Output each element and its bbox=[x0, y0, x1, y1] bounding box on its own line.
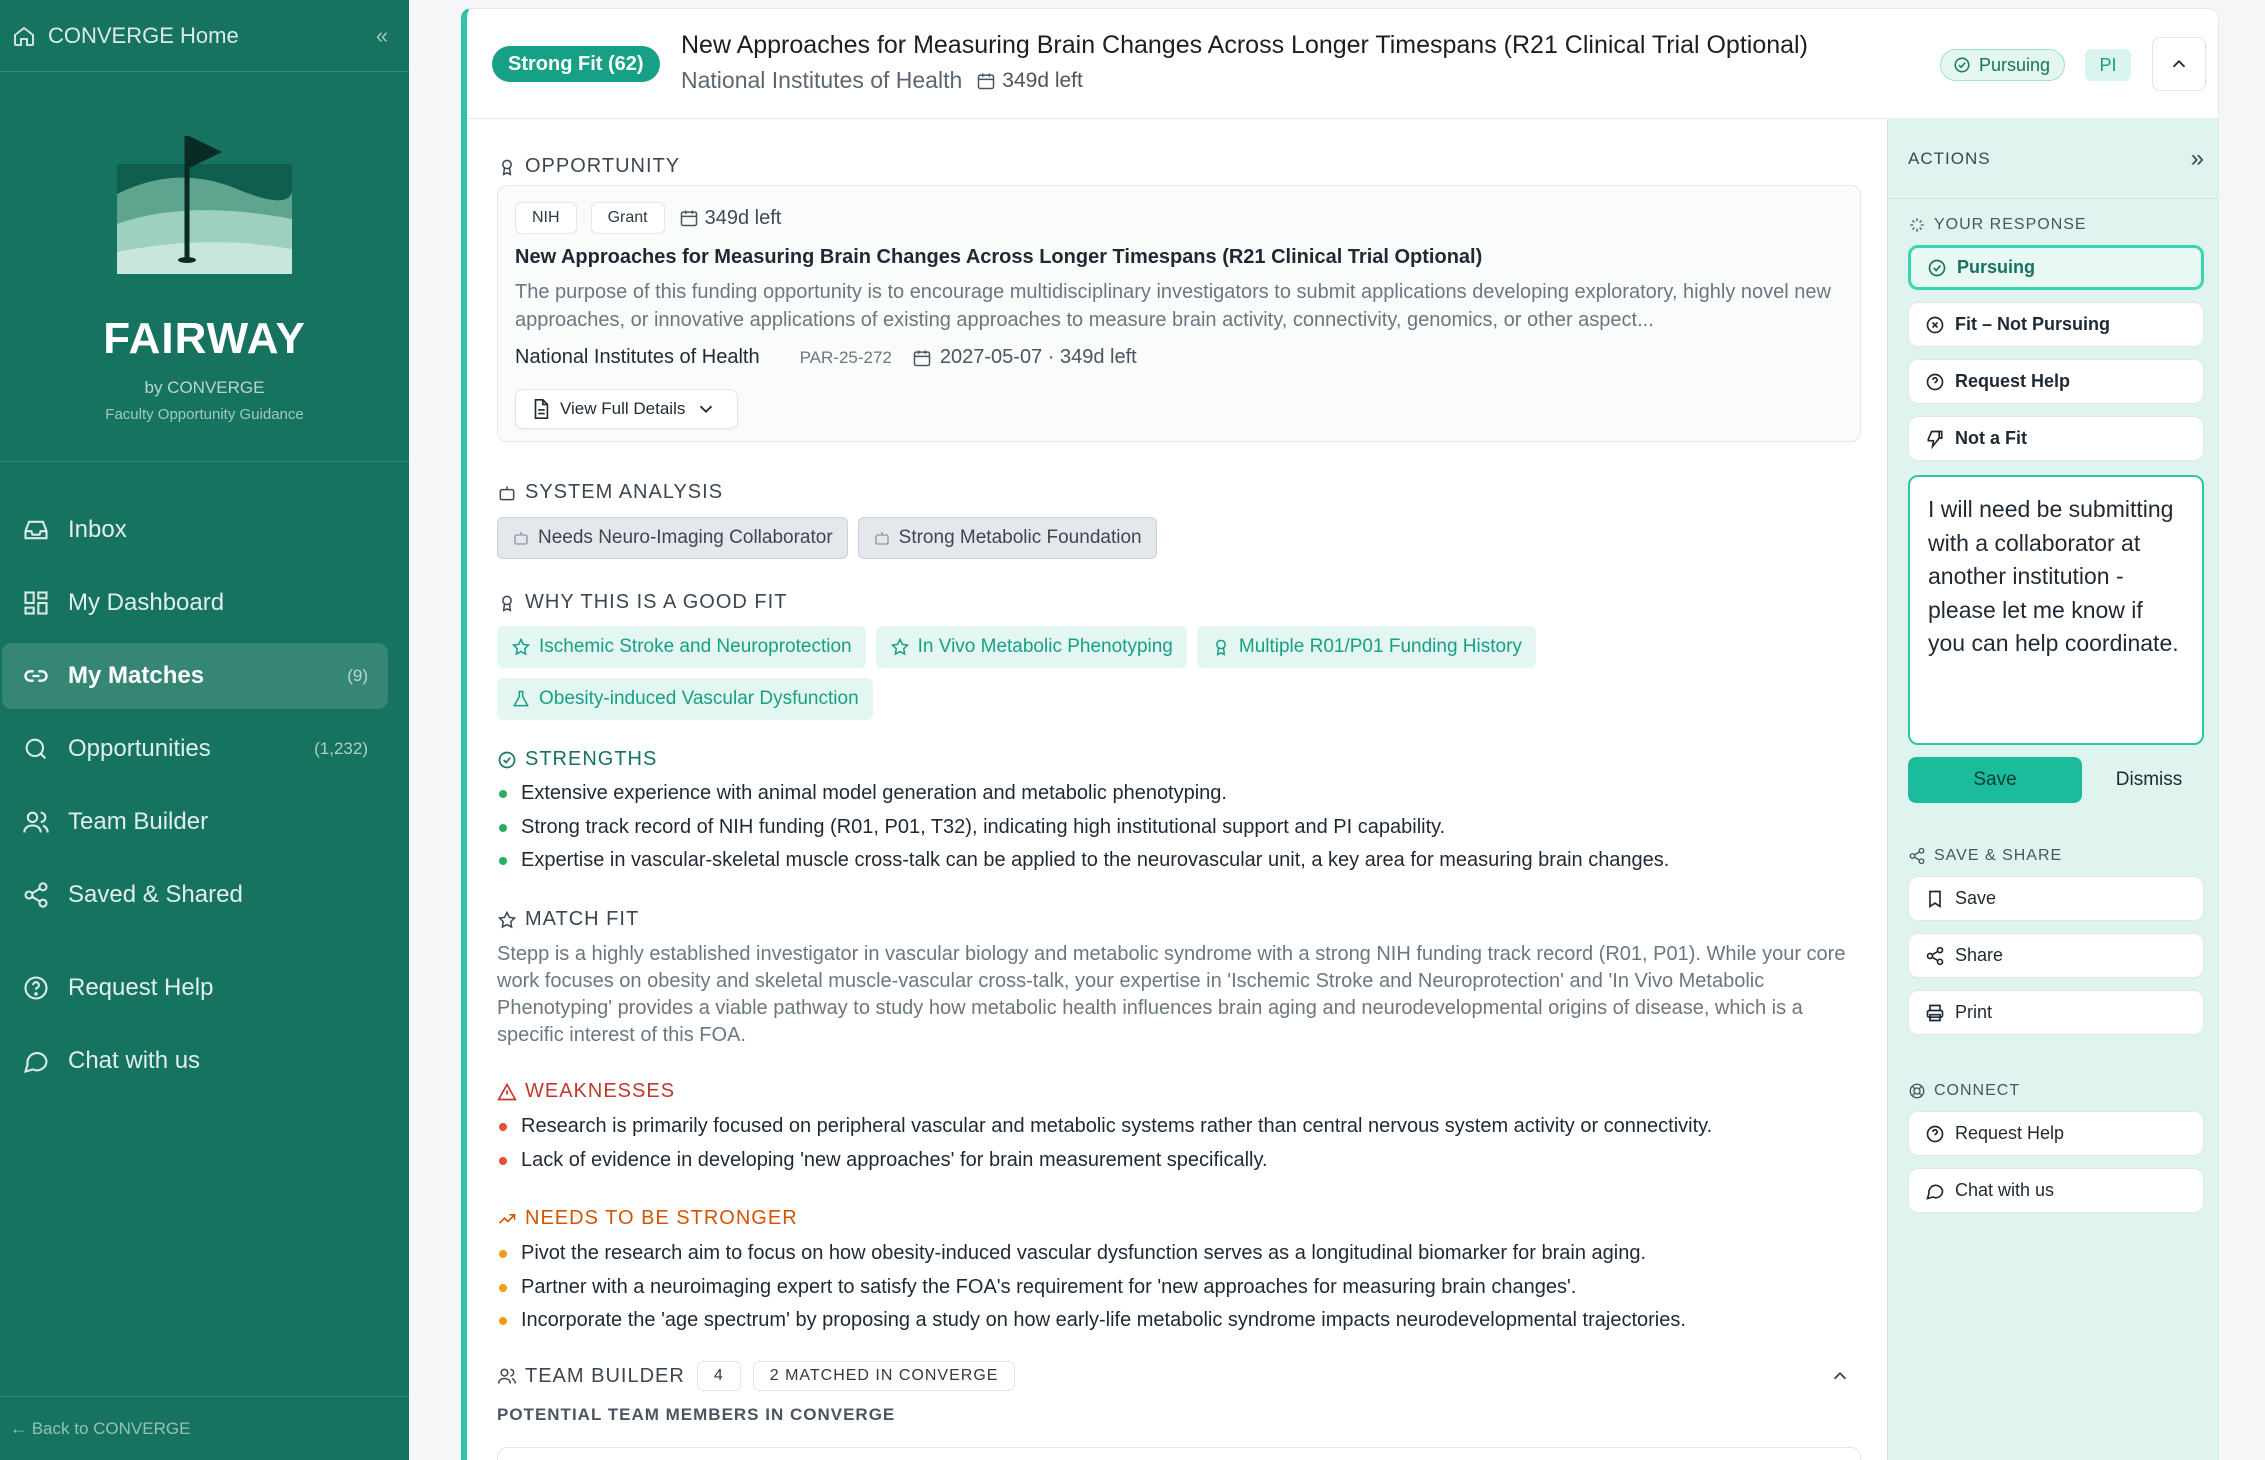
brand-name: FAIRWAY bbox=[103, 314, 306, 363]
opportunity-subtitle bbox=[681, 67, 1083, 94]
brand-tagline: Faculty Opportunity Guidance bbox=[105, 406, 304, 423]
converge-home-link[interactable]: CONVERGE Home bbox=[48, 22, 239, 48]
days-left-text: 349d left bbox=[1002, 68, 1083, 92]
save-share-heading bbox=[1908, 847, 2062, 865]
match-details bbox=[467, 119, 1887, 1460]
share-icon bbox=[1908, 847, 1926, 865]
star-icon bbox=[890, 637, 910, 657]
fit-chip bbox=[1197, 626, 1536, 668]
lifebuoy-icon bbox=[1908, 1082, 1926, 1100]
opportunity-title: New Approaches for Measuring Brain Changes Across Longer Timespans (R21 Clinical Trial Optional) bbox=[681, 31, 1808, 59]
response-not-a-fit-button[interactable] bbox=[1908, 416, 2204, 461]
help-icon bbox=[1925, 1124, 1945, 1144]
award-icon bbox=[497, 157, 517, 177]
weaknesses-list bbox=[497, 1110, 1712, 1177]
sidebar-item-chat[interactable] bbox=[2, 1028, 388, 1094]
robot-icon bbox=[873, 529, 891, 547]
sidebar-item-inbox[interactable] bbox=[2, 497, 388, 563]
section-title: TEAM BUILDER bbox=[525, 1364, 685, 1387]
sidebar-item-label: Team Builder bbox=[68, 808, 209, 835]
sidebar-item-team-builder[interactable] bbox=[2, 789, 388, 855]
days-left-text: 349d left bbox=[704, 206, 782, 229]
good-fit-chips bbox=[497, 626, 1597, 720]
sidebar-item-count: (1,232) bbox=[314, 739, 368, 758]
inbox-icon bbox=[22, 516, 50, 544]
search-icon bbox=[22, 735, 50, 763]
fit-chip-label: Ischemic Stroke and Neuroprotection bbox=[539, 636, 852, 657]
your-response-heading bbox=[1908, 216, 2087, 234]
check-circle-icon bbox=[497, 750, 517, 770]
section-title: MATCH FIT bbox=[525, 908, 640, 930]
award-icon bbox=[497, 593, 517, 613]
share-button[interactable] bbox=[1908, 933, 2204, 978]
connect-chat-button[interactable] bbox=[1908, 1168, 2204, 1213]
print-button[interactable] bbox=[1908, 990, 2204, 1035]
days-left bbox=[976, 69, 1083, 93]
fit-score-badge: Strong Fit (62) bbox=[492, 46, 660, 82]
tag-type: Grant bbox=[591, 202, 665, 234]
sidebar-item-request-help[interactable] bbox=[2, 955, 388, 1021]
fit-chip-label: Multiple R01/P01 Funding History bbox=[1238, 636, 1522, 657]
sidebar-item-label: Chat with us bbox=[68, 1047, 201, 1074]
nav-gap bbox=[0, 935, 409, 955]
role-badge: PI bbox=[2085, 49, 2131, 81]
fit-chip bbox=[497, 678, 873, 720]
response-note-textarea[interactable] bbox=[1908, 475, 2204, 745]
opportunity-card bbox=[461, 8, 2219, 1460]
analysis-chip bbox=[858, 517, 1157, 559]
sidebar-header bbox=[0, 0, 409, 72]
button-label: Pursuing bbox=[1957, 257, 2036, 277]
agency-name: National Institutes of Health bbox=[681, 67, 963, 93]
opportunity-heading bbox=[497, 155, 680, 178]
strengths-list bbox=[497, 777, 1669, 878]
analysis-chips bbox=[497, 517, 1157, 559]
flask-icon bbox=[511, 689, 531, 709]
check-circle-icon bbox=[1927, 258, 1947, 278]
strengths-heading bbox=[497, 748, 657, 771]
section-title: SYSTEM ANALYSIS bbox=[525, 481, 724, 503]
users-icon bbox=[497, 1366, 517, 1386]
list-item: Lack of evidence in developing 'new approaches' for brain measurement specifically. bbox=[497, 1144, 1712, 1178]
team-builder-header[interactable] bbox=[497, 1361, 1861, 1391]
days-left bbox=[679, 207, 782, 230]
trending-up-icon bbox=[497, 1209, 517, 1229]
opportunity-summary bbox=[497, 185, 1861, 442]
view-full-details-label: View Full Details bbox=[560, 399, 686, 418]
sidebar-item-label: My Matches bbox=[68, 662, 205, 689]
chevron-up-icon bbox=[2168, 53, 2190, 75]
fit-chip-label: In Vivo Metabolic Phenotyping bbox=[917, 636, 1173, 657]
opportunity-code: PAR-25-272 bbox=[799, 347, 892, 367]
robot-icon bbox=[512, 529, 530, 547]
match-fit-text: Stepp is a highly established investigator in vascular biology and metabolic syndrome with a strong NIH funding track record (R01, P01). While your core work focuses on obesity and skeletal muscle-vascular cross-talk, your expertise in 'Ischemic Stroke and Neuroprotection' and 'In Vivo Metabolic Phenotyping' provides a viable pathway to study how metabolic health influences brain aging and neurodevelopmental origins of disease, which is a specific interest of this FOA. bbox=[497, 943, 1846, 1046]
status-badge bbox=[1940, 49, 2065, 81]
section-title: WEAKNESSES bbox=[525, 1080, 676, 1102]
section-title: SAVE & SHARE bbox=[1934, 847, 2063, 864]
analysis-chip-label: Strong Metabolic Foundation bbox=[898, 527, 1142, 548]
list-item: Incorporate the 'age spectrum' by proposing a study on how early-life metabolic syndrome impacts neurodevelopmental trajectories. bbox=[497, 1304, 1686, 1338]
actions-title: ACTIONS bbox=[1908, 148, 1991, 168]
document-icon bbox=[530, 398, 552, 420]
bookmark-icon bbox=[1925, 889, 1945, 909]
collapse-sidebar-icon[interactable]: « bbox=[375, 22, 389, 48]
button-label: Chat with us bbox=[1955, 1180, 2055, 1200]
button-label: Share bbox=[1955, 945, 2004, 965]
chevron-down-icon bbox=[695, 398, 717, 420]
actions-header bbox=[1888, 119, 2219, 199]
fairway-logo bbox=[117, 134, 292, 274]
list-item: Expertise in vascular-skeletal muscle cross-talk can be applied to the neurovascular unit, a key area for measuring brain changes. bbox=[497, 844, 1669, 878]
sidebar-item-label: Opportunities bbox=[68, 735, 211, 762]
actions-panel bbox=[1887, 119, 2219, 1460]
dismiss-button[interactable]: Dismiss bbox=[2115, 769, 2183, 790]
match-fit-heading bbox=[497, 908, 639, 931]
section-title: YOUR RESPONSE bbox=[1934, 216, 2087, 233]
brand-by: by CONVERGE bbox=[144, 378, 265, 397]
section-title: WHY THIS IS A GOOD FIT bbox=[525, 591, 788, 613]
users-icon bbox=[22, 808, 50, 836]
section-title: OPPORTUNITY bbox=[525, 155, 681, 177]
list-item: Extensive experience with animal model generation and metabolic phenotyping. bbox=[497, 777, 1669, 811]
matched-count-badge: 2 MATCHED IN CONVERGE bbox=[753, 1361, 1016, 1391]
good-fit-heading bbox=[497, 591, 787, 614]
back-to-converge-link[interactable]: ← Back to CONVERGE bbox=[0, 1396, 409, 1460]
sidebar-item-label: My Dashboard bbox=[68, 589, 225, 616]
dashboard-icon bbox=[22, 589, 50, 617]
chat-icon bbox=[1925, 1181, 1945, 1201]
list-item: Pivot the research aim to focus on how obesity-induced vascular dysfunction serves as a longitudinal biomarker for brain aging. bbox=[497, 1237, 1686, 1271]
section-title: NEEDS TO BE STRONGER bbox=[525, 1207, 798, 1229]
x-circle-icon bbox=[1925, 315, 1945, 335]
robot-icon bbox=[497, 483, 517, 503]
sidebar-item-saved-shared[interactable] bbox=[2, 862, 388, 928]
star-icon bbox=[511, 637, 531, 657]
section-title: CONNECT bbox=[1934, 1082, 2021, 1099]
connect-heading bbox=[1908, 1082, 2020, 1100]
fit-chip-label: Obesity-induced Vascular Dysfunction bbox=[539, 688, 859, 709]
fit-chip bbox=[876, 626, 1187, 668]
sidebar-item-label: Request Help bbox=[68, 974, 214, 1001]
button-label: Request Help bbox=[1955, 1123, 2065, 1143]
button-label: Fit – Not Pursuing bbox=[1955, 314, 2110, 334]
system-analysis-heading bbox=[497, 481, 723, 504]
sidebar-item-count: (9) bbox=[347, 666, 368, 685]
save-button[interactable] bbox=[1908, 876, 2204, 921]
calendar-icon bbox=[976, 71, 996, 91]
opportunity-description: The purpose of this funding opportunity is to encourage multidisciplinary investigators to submit applications developing exploratory, highly novel new approaches, or innovative applications of existing approaches to measure brain activity, connectivity, genomics, or other aspect... bbox=[515, 281, 1831, 331]
list-item: Strong track record of NIH funding (R01, P01, T32), indicating high institutional support and PI capability. bbox=[497, 811, 1669, 845]
link-icon bbox=[22, 662, 50, 690]
card-header bbox=[467, 9, 2218, 119]
weaknesses-heading bbox=[497, 1080, 675, 1103]
award-icon bbox=[1211, 637, 1231, 657]
printer-icon bbox=[1925, 1003, 1945, 1023]
deadline bbox=[912, 346, 1137, 369]
help-icon bbox=[1925, 372, 1945, 392]
brand bbox=[0, 72, 409, 462]
opportunity-summary-title: New Approaches for Measuring Brain Changes Across Longer Timespans (R21 Clinical Trial Optional) bbox=[515, 246, 1483, 268]
chevron-up-icon[interactable] bbox=[1829, 1365, 1851, 1387]
fit-chip bbox=[497, 626, 866, 668]
save-response-button[interactable]: Save bbox=[1908, 757, 2082, 803]
agency-name: National Institutes of Health bbox=[515, 346, 760, 368]
star-icon bbox=[497, 910, 517, 930]
team-members-subheading: POTENTIAL TEAM MEMBERS IN CONVERGE bbox=[497, 1405, 896, 1424]
list-item: Research is primarily focused on peripheral vascular and metabolic systems rather than central nervous system activity or connectivity. bbox=[497, 1110, 1712, 1144]
button-label: Not a Fit bbox=[1955, 428, 2027, 448]
status-badge-label: Pursuing bbox=[1979, 54, 2051, 75]
home-icon bbox=[12, 24, 36, 48]
sidebar-item-my-matches[interactable] bbox=[2, 643, 388, 709]
thumbs-down-icon bbox=[1925, 429, 1945, 449]
button-label: Print bbox=[1955, 1002, 1993, 1022]
analysis-chip-label: Needs Neuro-Imaging Collaborator bbox=[538, 527, 833, 548]
view-full-details-button[interactable] bbox=[515, 389, 738, 429]
tag-agency: NIH bbox=[515, 202, 577, 234]
sidebar-item-label: Inbox bbox=[68, 516, 127, 543]
response-request-help-button[interactable] bbox=[1908, 359, 2204, 404]
button-label: Request Help bbox=[1955, 371, 2071, 391]
help-icon bbox=[22, 974, 50, 1002]
deadline-text: 2027-05-07 · 349d left bbox=[939, 346, 1137, 368]
share-icon bbox=[22, 881, 50, 909]
opportunity-tags bbox=[515, 202, 781, 234]
sidebar-nav bbox=[0, 462, 409, 1094]
analysis-chip bbox=[497, 517, 848, 559]
section-title: STRENGTHS bbox=[525, 748, 658, 770]
calendar-icon bbox=[679, 208, 699, 228]
sidebar-item-opportunities[interactable] bbox=[2, 716, 388, 782]
share-icon bbox=[1925, 946, 1945, 966]
calendar-icon bbox=[912, 348, 932, 368]
chat-icon bbox=[22, 1047, 50, 1075]
sidebar-item-dashboard[interactable] bbox=[2, 570, 388, 636]
team-members-list bbox=[497, 1447, 1861, 1460]
response-fit-not-pursuing-button[interactable] bbox=[1908, 302, 2204, 347]
response-pursuing-button[interactable] bbox=[1908, 245, 2204, 290]
button-label: Save bbox=[1955, 888, 1997, 908]
sparkle-icon bbox=[1908, 216, 1926, 234]
team-count-badge: 4 bbox=[697, 1361, 741, 1391]
check-circle-icon bbox=[1953, 56, 1971, 74]
connect-request-help-button[interactable] bbox=[1908, 1111, 2204, 1156]
warning-icon bbox=[497, 1082, 517, 1102]
opportunity-meta bbox=[515, 346, 1137, 369]
list-item: Partner with a neuroimaging expert to satisfy the FOA's requirement for 'new approaches for measuring brain changes'. bbox=[497, 1271, 1686, 1305]
sidebar-item-label: Saved & Shared bbox=[68, 881, 243, 908]
collapse-card-button[interactable] bbox=[2152, 37, 2206, 91]
needs-stronger-list bbox=[497, 1237, 1686, 1338]
sidebar bbox=[0, 0, 409, 1460]
collapse-panel-icon[interactable]: » bbox=[2190, 144, 2204, 172]
needs-stronger-heading bbox=[497, 1207, 798, 1230]
team-builder-heading bbox=[497, 1365, 685, 1388]
